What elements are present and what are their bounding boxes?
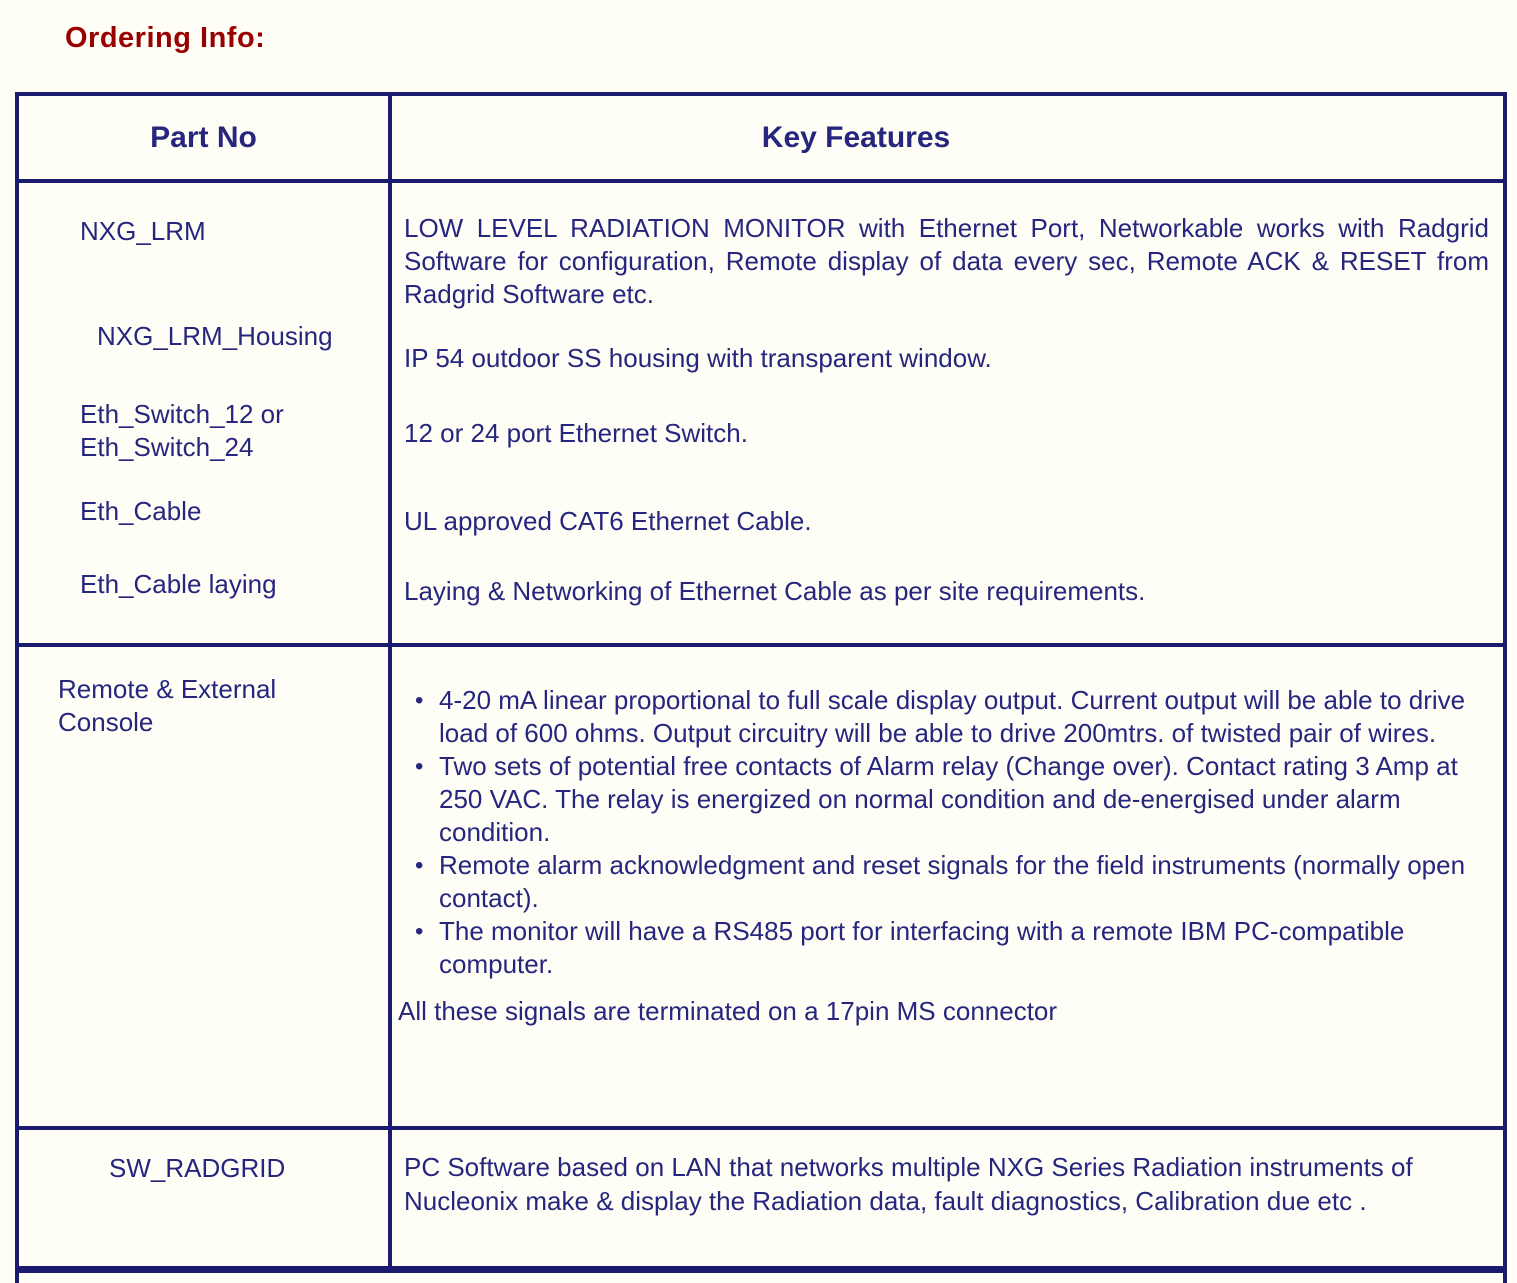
table-border-stub-left xyxy=(15,1273,19,1283)
bullet-text: 4-20 mA linear proportional to full scale display output. Current output will be able to drive load of 600 ohms. Output circuitry will be able to drive 200mtrs. of twisted pair of wires. xyxy=(439,685,1466,748)
cell-part-number-software xyxy=(19,1130,392,1266)
part-number: NXG_LRM xyxy=(80,216,206,246)
bullet-icon: • xyxy=(415,753,424,780)
bullet-text: Remote alarm acknowledgment and reset signals for the field instruments (normally open contact). xyxy=(439,850,1466,913)
cell-remote-features xyxy=(392,647,1503,1126)
table-row-products xyxy=(19,183,1503,647)
part-number: NXG_LRM_Housing xyxy=(97,321,333,351)
header-part-no-label: Part No xyxy=(150,120,257,154)
feature-text: Laying & Networking of Ethernet Cable as per site requirements. xyxy=(404,576,1146,606)
cell-part-numbers xyxy=(19,183,392,643)
part-number: Remote & External Console xyxy=(58,674,277,737)
cell-software-features xyxy=(392,1130,1503,1266)
bullet-item xyxy=(404,915,1489,981)
header-key-features-label: Key Features xyxy=(761,120,951,154)
table-header-row xyxy=(19,96,1503,183)
bullet-icon: • xyxy=(415,852,424,879)
header-cell-key-features xyxy=(392,96,1503,179)
cell-part-number-remote xyxy=(19,647,392,1126)
bullet-text: Two sets of potential free contacts of Alarm relay (Change over). Contact rating 3 Amp at 250 VAC. The relay is energized on normal condition and de-energised under alarm condition. xyxy=(439,751,1458,847)
bullet-item xyxy=(404,849,1489,915)
bullet-text: The monitor will have a RS485 port for interfacing with a remote IBM PC-compatible computer. xyxy=(439,916,1405,979)
features-bullet-list xyxy=(404,684,1489,981)
table-row-remote-console xyxy=(19,647,1503,1130)
table-border-stub-right xyxy=(1503,1273,1507,1283)
feature-text: LOW LEVEL RADIATION MONITOR with Ethernet Port, Networkable works with Radgrid Software for configuration, Remote display of data every sec, Remote ACK & RESET from Radgrid Software etc. xyxy=(404,213,1489,309)
bullet-icon: • xyxy=(415,687,424,714)
part-number: Eth_Cable xyxy=(80,496,202,526)
bullet-icon: • xyxy=(415,918,424,945)
feature-text: PC Software based on LAN that networks multiple NXG Series Radiation instruments of Nucleonix make & display the Radiation data, fault diagnostics, Calibration due etc . xyxy=(404,1152,1413,1216)
page-title: Ordering Info: xyxy=(65,22,266,54)
feature-text: UL approved CAT6 Ethernet Cable. xyxy=(404,506,812,536)
part-number: SW_RADGRID xyxy=(109,1153,286,1183)
ordering-info-table xyxy=(15,92,1507,1273)
feature-text: 12 or 24 port Ethernet Switch. xyxy=(404,418,748,448)
part-number: Eth_Switch_12 or Eth_Switch_24 xyxy=(80,399,284,462)
header-cell-part-no xyxy=(19,96,392,179)
part-number: Eth_Cable laying xyxy=(80,569,277,599)
feature-text: IP 54 outdoor SS housing with transparent window. xyxy=(404,343,992,373)
features-footnote: All these signals are terminated on a 17pin MS connector xyxy=(398,996,1058,1026)
bullet-item xyxy=(404,750,1489,849)
bullet-item xyxy=(404,684,1489,750)
table-row-software xyxy=(19,1130,1503,1273)
cell-key-features xyxy=(392,183,1503,643)
